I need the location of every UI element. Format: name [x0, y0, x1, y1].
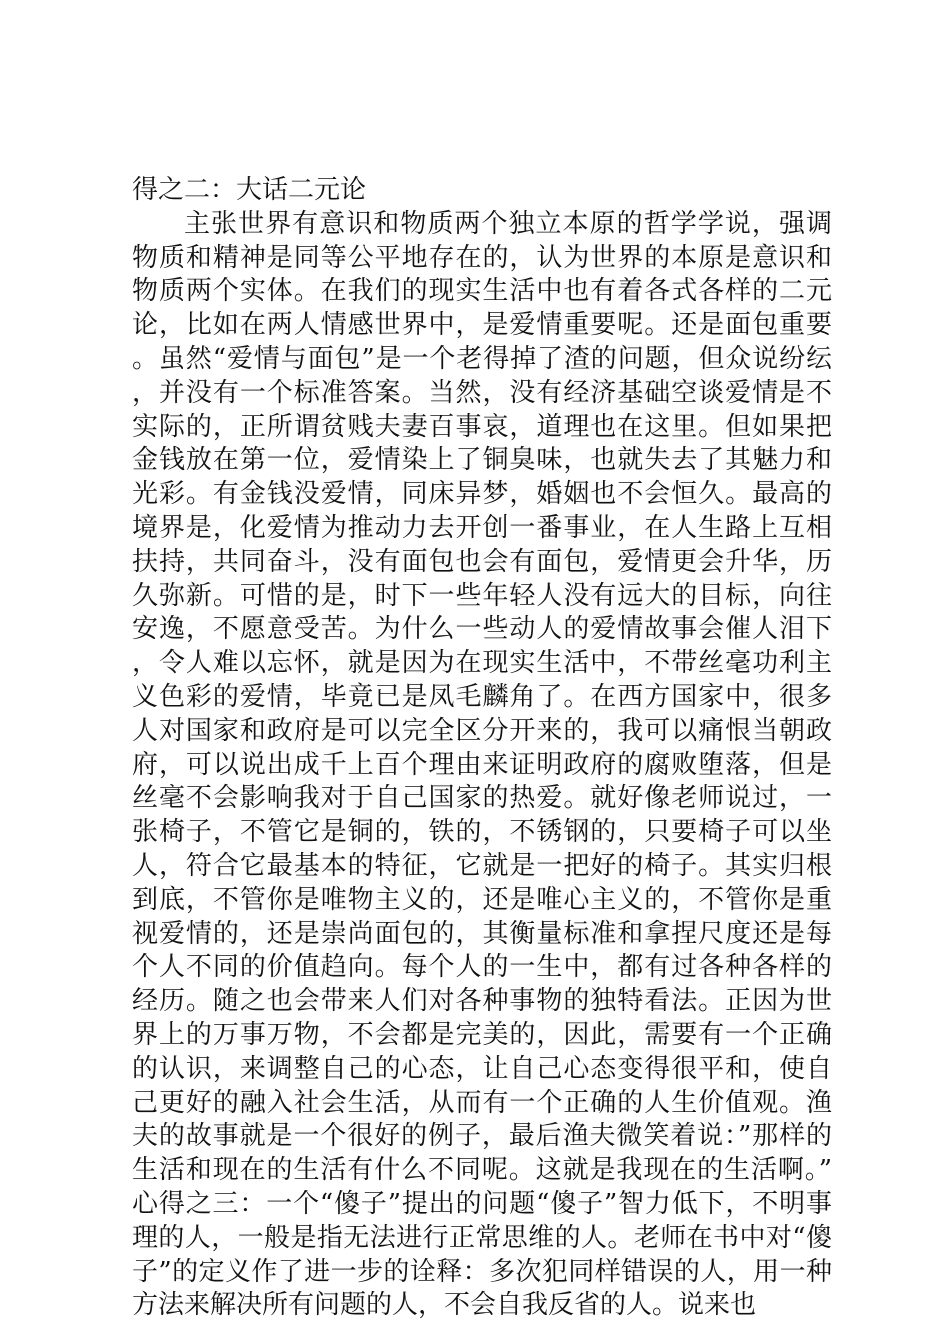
document-content [132, 174, 832, 1323]
section-heading: 得之二：大话二元论 [132, 175, 367, 205]
body-paragraph: 主张世界有意识和物质两个独立本原的哲学学说，强调物质和精神是同等公平地存在的，认为世界的本原是意识和物质两个实体。在我们的现实生活中也有着各式各样的二元论，比如在两人情感世界中，是爱情重要呢。还是面包重要。虽然“爱情与面包”是一个老得掉了渣的问题，但众说纷纭，并没有一个标准答案。当然，没有经济基础空谈爱情是不实际的，正所谓贫贱夫妻百事哀，道理也在这里。但如果把金钱放在第一位，爱情染上了铜臭味，也就失去了其魅力和光彩。有金钱没爱情，同床异梦，婚姻也不会恒久。最高的境界是，化爱情为推动力去开创一番事业，在人生路上互相扶持，共同奋斗，没有面包也会有面包，爱情更会升华，历久弥新。可惜的是，时下一些年轻人没有远大的目标，向往安逸，不愿意受苦。为什么一些动人的爱情故事会催人泪下，令人难以忘怀，就是因为在现实生活中，不带丝毫功利主义色彩的爱情，毕竟已是凤毛麟角了。在西方国家中，很多人对国家和政府是可以完全区分开来的，我可以痛恨当朝政府，可以说出成千上百个理由来证明政府的腐败堕落，但是丝毫不会影响我对于自己国家的热爱。就好像老师说过，一张椅子，不管它是铜的，铁的，不锈钢的，只要椅子可以坐人，符合它最基本的特征，它就是一把好的椅子。其实归根到底，不管你是唯物主义的，还是唯心主义的，不管你是重视爱情的，还是崇尚面包的，其衡量标准和拿捏尺度还是每个人不同的价值趋向。每个人的一生中，都有过各种各样的经历。随之也会带来人们对各种事物的独特看法。正因为世界上的万事万物，不会都是完美的，因此，需要有一个正确的认识，来调整自己的心态，让自己心态变得很平和，使自己更好的融入社会生活，从而有一个正确的人生价值观。渔夫的故事就是一个很好的例子，最后渔夫微笑着说：”那样的生活和现在的生活有什么不同呢。这就是我现在的生活啊。”心得之三：一个“傻子”提出的问题“傻子”智力低下，不明事理的人，一般是指无法进行正常思维的人。老师在书中对“傻子”的定义作了进一步的诠释：多次犯同样错误的人，用一种方法来解决所有问题的人，不会自我反省的人。说来也 [132, 208, 832, 1321]
